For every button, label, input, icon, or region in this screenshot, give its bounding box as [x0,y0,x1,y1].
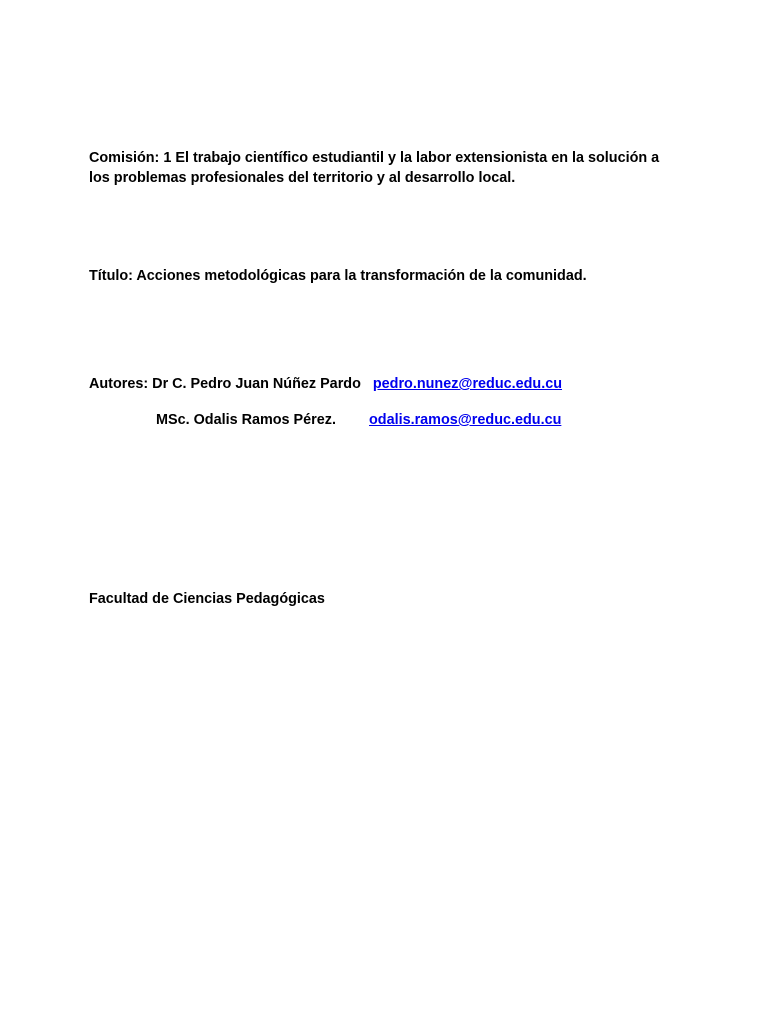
author-email-link-1[interactable]: pedro.nunez@reduc.edu.cu [372,376,563,392]
document-title: Título: Acciones metodológicas para la transformación de la comunidad. [89,268,587,284]
commission-line-2: los problemas profesionales del territorio y al desarrollo local. [89,170,516,186]
author-row-2 [156,410,562,430]
author-name-1: Dr C. Pedro Juan Núñez Pardo [152,376,361,392]
commission-line-1: Comisión: 1 El trabajo científico estudiantil y la labor extensionista en la solución a [89,150,660,166]
authors-label: Autores: [89,376,149,392]
faculty-name: Facultad de Ciencias Pedagógicas [89,591,325,607]
author-email-link-2[interactable]: odalis.ramos@reduc.edu.cu [369,412,562,428]
author-row-1 [89,374,562,394]
author-name-2: MSc. Odalis Ramos Pérez. [156,412,336,428]
